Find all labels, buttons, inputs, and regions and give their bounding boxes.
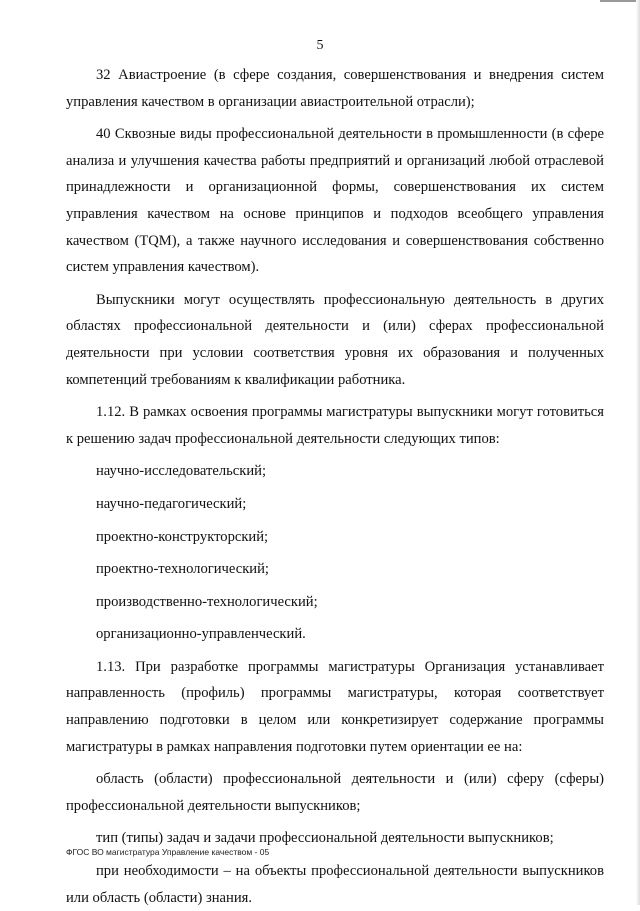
- document-body: [66, 62, 604, 911]
- document-footer: ФГОС ВО магистратура Управление качеством - 05: [66, 847, 270, 857]
- list-item-task-type: производственно-технологический;: [96, 593, 318, 610]
- paragraph-task-types: тип (типы) задач и задачи профессиональной деятельности выпускников;: [96, 830, 554, 847]
- page-number: 5: [316, 38, 324, 53]
- scan-edge-mark: [600, 0, 640, 10]
- list-item-task-type: проектно-конструкторский;: [96, 528, 269, 545]
- paragraph-1-13: 1.13. При разработке программы магистратуры Организация устанавливает направленность (профиль) программы магистратуры, которая соответствует направлению подготовки в целом или конкретизирует содержание программы магистратуры в рамках направления подготовки путем ориентации ее на:: [66, 658, 604, 755]
- paragraph-cross-cutting: 40 Сквозные виды профессиональной деятельности в промышленности (в сфере анализа и улучшения качества работы предприятий и организаций любой отраслевой принадлежности и организационной формы, совершенствования их систем управления качеством на основе принципов и подходов всеобщего управления качеством (TQM), а также научного исследования и совершенствования собственно систем управления качеством).: [66, 126, 604, 276]
- paragraph-area-of-activity: область (области) профессиональной деятельности и (или) сферу (сферы) профессиональной деятельности выпускников;: [66, 771, 604, 814]
- list-item-task-type: научно-исследовательский;: [96, 463, 267, 480]
- paragraph-graduates-other-areas: Выпускники могут осуществлять профессиональную деятельность в других областях профессиональной деятельности и (или) сферах профессиональной деятельности при условии соответствия уровня их образования и полученных компетенций требованиям к квалификации работника.: [66, 291, 604, 388]
- list-item-task-type: проектно-технологический;: [96, 561, 269, 578]
- scan-edge-shadow: [636, 0, 640, 905]
- paragraph-1-12: 1.12. В рамках освоения программы магистратуры выпускники могут готовиться к решению задач профессиональной деятельности следующих типов:: [66, 404, 604, 447]
- list-item-task-type: научно-педагогический;: [96, 495, 247, 512]
- paragraph-objects: при необходимости – на объекты профессиональной деятельности выпускников или область (области) знания.: [66, 863, 604, 906]
- list-item-task-type: организационно-управленческий.: [96, 626, 306, 643]
- paragraph-aviation: 32 Авиастроение (в сфере создания, совершенствования и внедрения систем управления качеством в организации авиастроительной отрасли);: [66, 67, 604, 110]
